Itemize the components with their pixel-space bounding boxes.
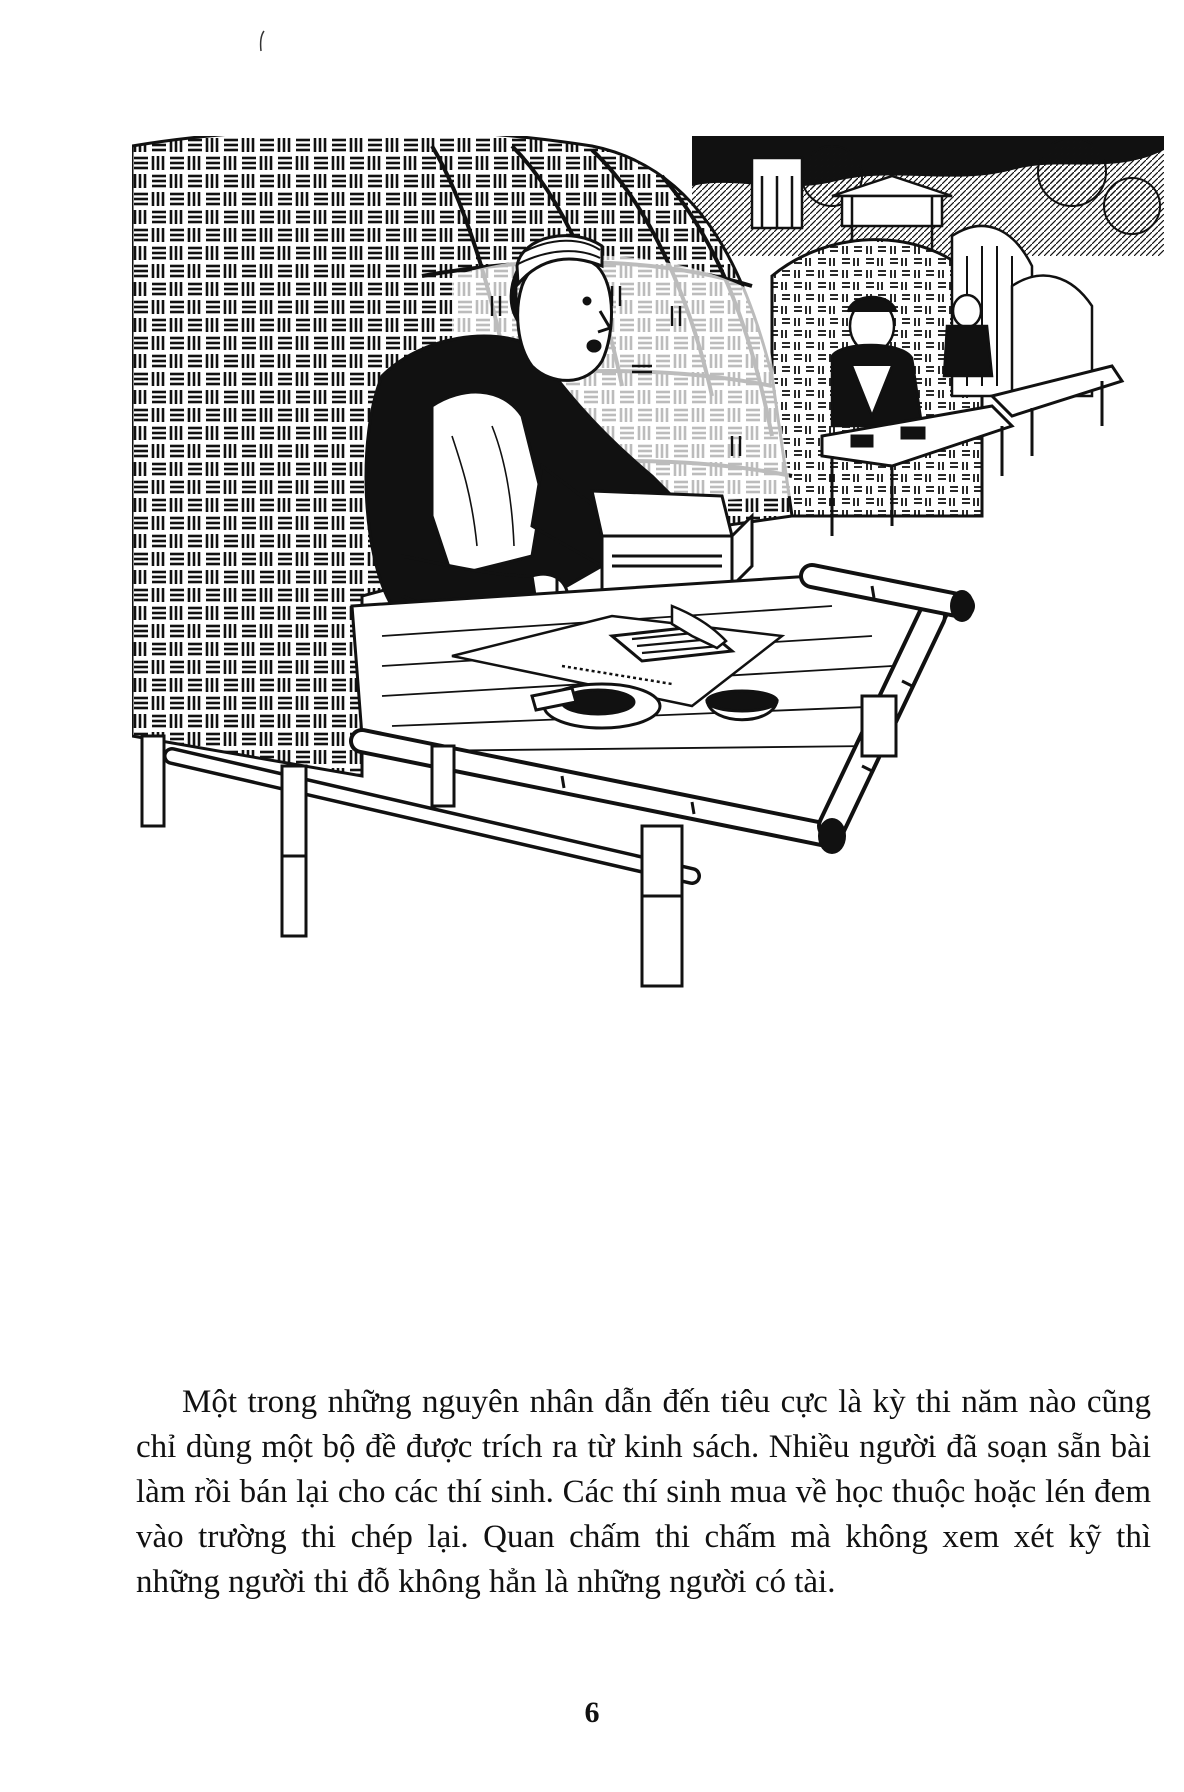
stray-pen-mark [258,30,266,52]
water-bowl [707,691,777,720]
page-number: 6 [584,1696,600,1729]
background-tents [772,226,1092,516]
illustration-drawing [132,136,1164,1146]
body-paragraph: Một trong những nguyên nhân dẫn đến tiêu cực là kỳ thi năm nào cũng chỉ dùng một bộ đề được trích ra từ kinh sách. Nhiều người đã soạn sẵn bài làm rồi bán lại cho các thí sinh. Các thí sinh mua về học thuộc hoặc lén đem vào trường thi chép lại. Quan chấm thi chấm mà không xem xét kỹ thì những người thi đỗ không hẳn là những người có tài. [136,1384,1151,1600]
exam-hall-illustration [132,136,1164,1146]
